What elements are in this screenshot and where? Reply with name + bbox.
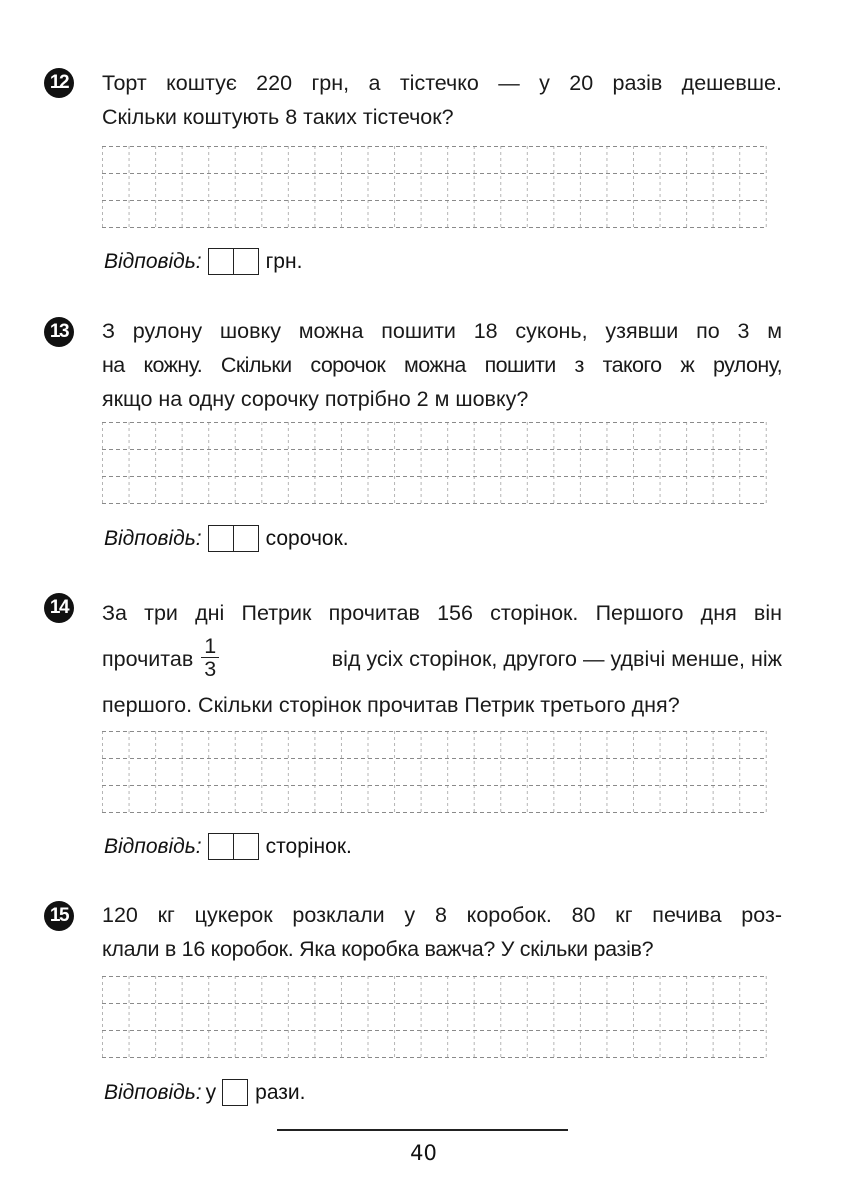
answer-unit: сорочок. (265, 526, 349, 550)
grid-lines (102, 976, 767, 1058)
answer-box[interactable] (208, 525, 259, 552)
problem-text-fragment: від усіх сторінок, другого — удвічі менше, ніж (331, 647, 782, 671)
problem-text-line: на кожну. Скільки сорочок можна пошити з такого ж рулону, (102, 353, 782, 377)
fraction-numerator: 1 (201, 635, 219, 658)
fraction-denominator: 3 (204, 656, 217, 681)
grid-lines (102, 146, 767, 228)
problem-text-line: 120 кг цукерок розклали у 8 коробок. 80 кг печива роз- (102, 903, 782, 927)
problem-text-line: Скільки коштують 8 таких тістечок? (102, 105, 454, 129)
problem-text-line: якщо на одну сорочку потрібно 2 м шовку? (102, 387, 529, 411)
grid-lines (102, 422, 767, 504)
answer-digit-cell[interactable] (233, 834, 258, 859)
answer-digit-cell[interactable] (233, 526, 258, 551)
answer-row (104, 833, 352, 860)
problem-number-badge: 12 (44, 68, 74, 98)
answer-prefix: у (205, 1080, 217, 1104)
solution-grid[interactable] (102, 976, 767, 1058)
answer-row (104, 525, 349, 552)
answer-box[interactable] (208, 833, 259, 860)
answer-label: Відповідь: (104, 1080, 202, 1104)
problem-text-fragment: прочитав (102, 647, 194, 671)
fraction (201, 635, 219, 680)
answer-label: Відповідь: (104, 249, 202, 273)
answer-box[interactable] (222, 1079, 248, 1106)
problem-text-line: клали в 16 коробок. Яка коробка важча? У скільки разів? (102, 937, 654, 961)
answer-unit: сторінок. (265, 834, 352, 858)
solution-grid[interactable] (102, 422, 767, 504)
answer-label: Відповідь: (104, 834, 202, 858)
answer-digit-cell[interactable] (209, 249, 233, 274)
answer-digit-cell[interactable] (209, 834, 233, 859)
problem-number-badge: 13 (44, 317, 74, 347)
answer-unit: грн. (265, 249, 303, 273)
answer-label: Відповідь: (104, 526, 202, 550)
problem-text (102, 314, 782, 416)
answer-digit-cell[interactable] (223, 1080, 247, 1105)
problem-text (102, 66, 782, 134)
answer-box[interactable] (208, 248, 259, 275)
solution-grid[interactable] (102, 731, 767, 813)
problem-text-line: За три дні Петрик прочитав 156 сторінок. Першого дня він (102, 601, 782, 625)
footer-divider (277, 1129, 568, 1131)
problem-number-badge: 14 (44, 593, 74, 623)
problem-number-badge: 15 (44, 901, 74, 931)
grid-lines (102, 731, 767, 813)
page-number (0, 1141, 851, 1165)
page-number-text: 40 (410, 1141, 437, 1165)
problem-text-line: З рулону шовку можна пошити 18 суконь, узявши по 3 м (102, 319, 782, 343)
problem-text-line-with-fraction (102, 633, 782, 682)
problem-text-line: першого. Скільки сторінок прочитав Петрик третього дня? (102, 693, 680, 717)
problem-text-line: Торт коштує 220 грн, а тістечко — у 20 разів дешевше. (102, 71, 782, 95)
solution-grid[interactable] (102, 146, 767, 228)
answer-row (104, 248, 302, 275)
answer-digit-cell[interactable] (209, 526, 233, 551)
problem-text (102, 898, 782, 966)
answer-unit: рази. (255, 1080, 306, 1104)
problem-text (102, 590, 782, 728)
answer-row (104, 1079, 305, 1106)
answer-digit-cell[interactable] (233, 249, 258, 274)
